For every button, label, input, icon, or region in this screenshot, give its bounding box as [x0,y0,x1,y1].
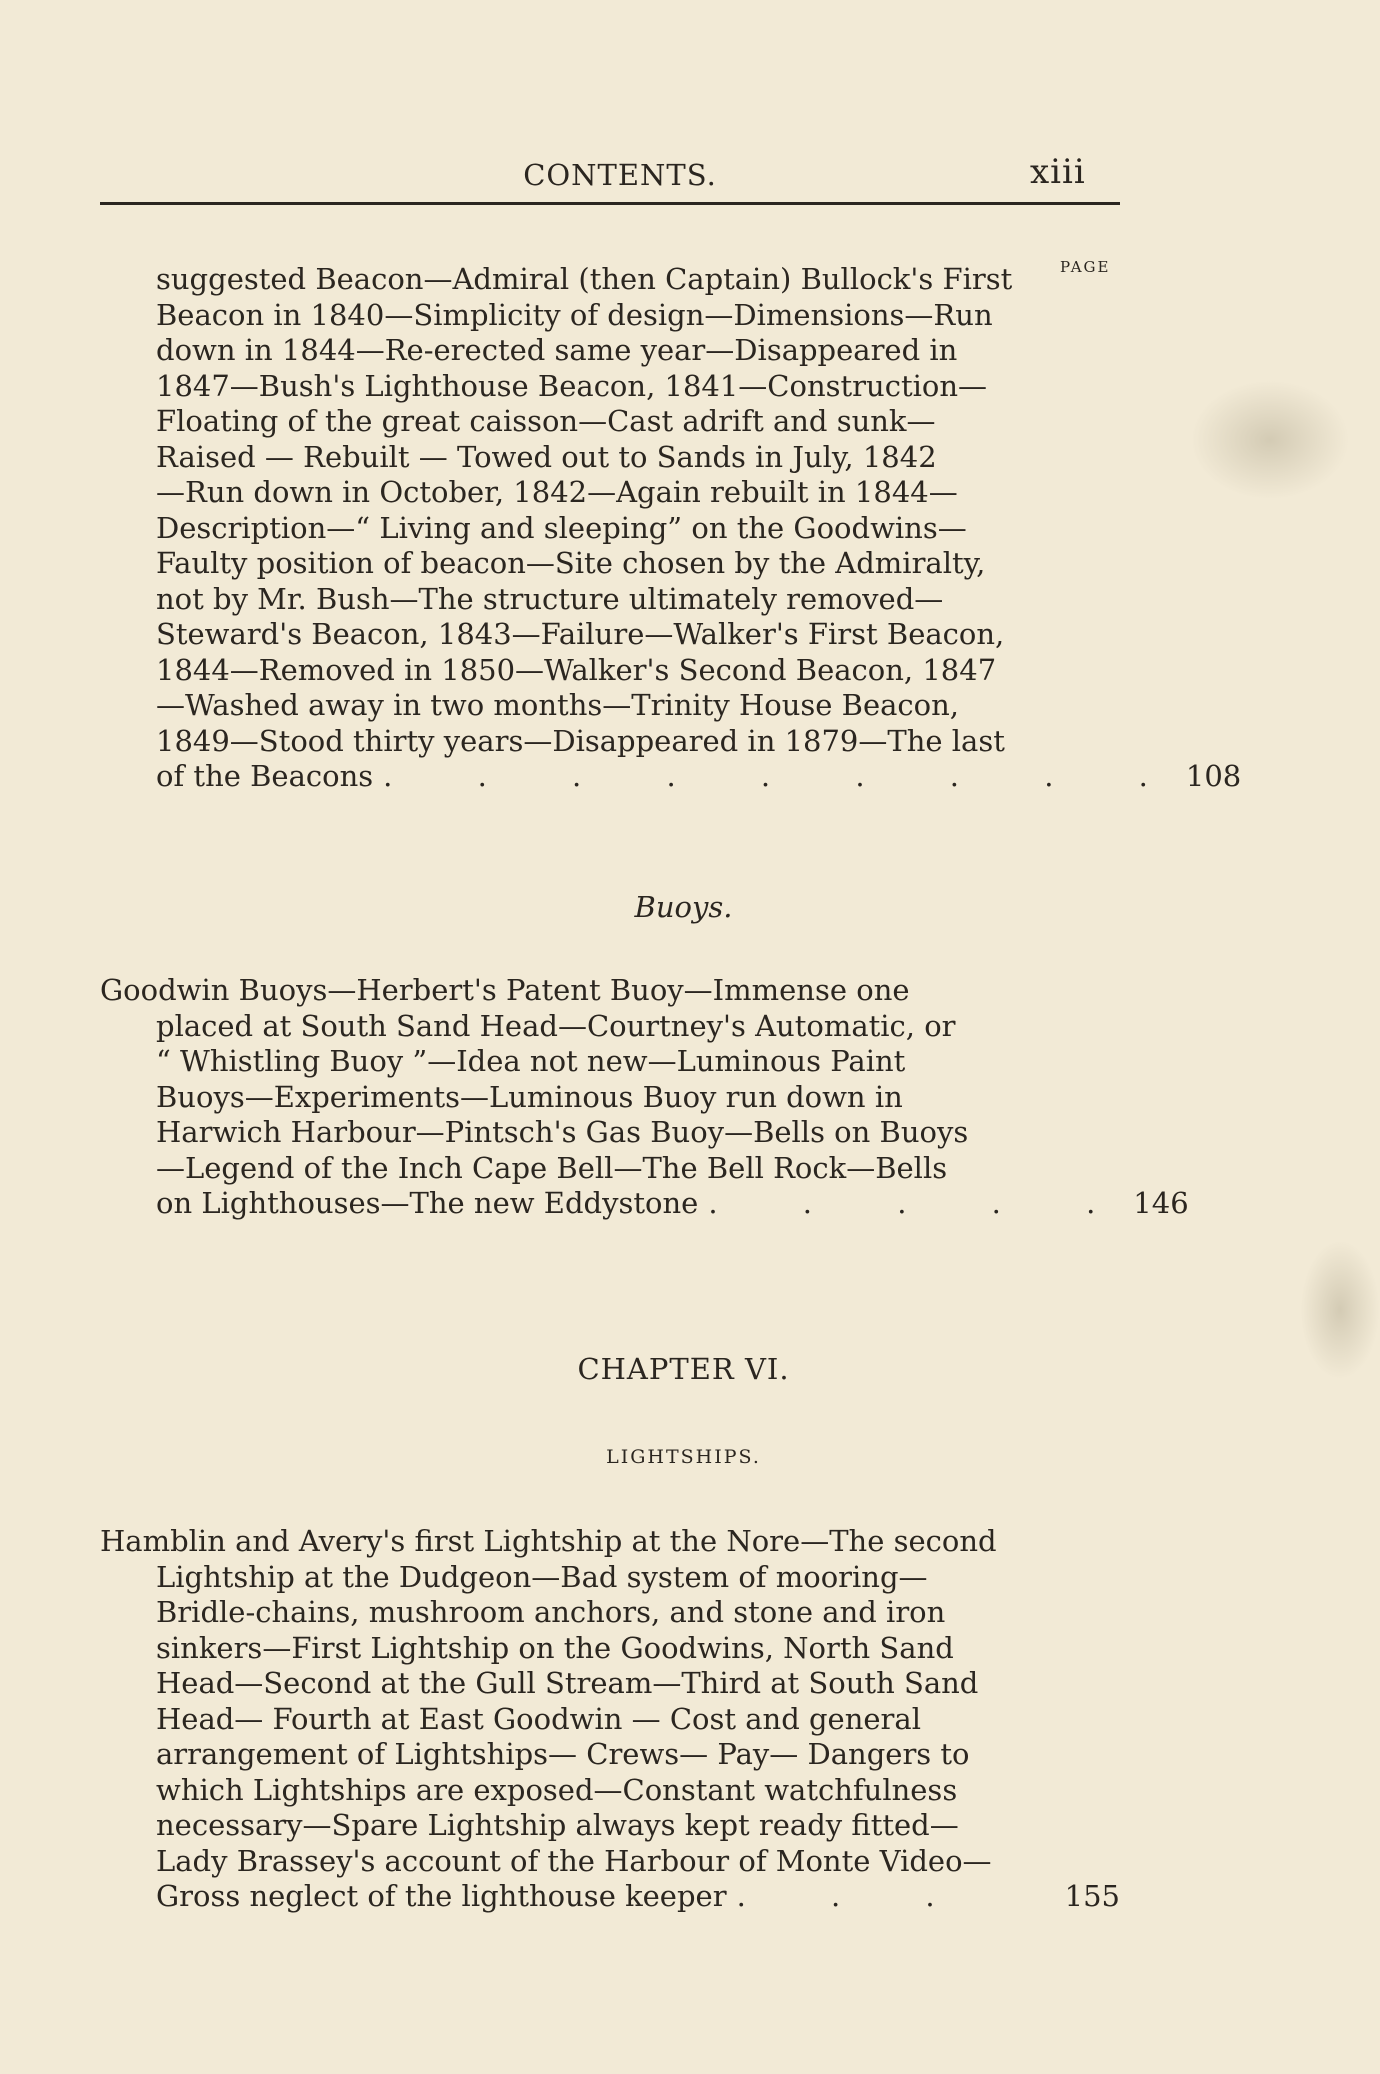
toc-line: placed at South Sand Head—Courtney's Automatic, or [156,1008,956,1043]
toc-line: Harwich Harbour—Pintsch's Gas Buoy—Bells on Buoys [156,1115,969,1149]
running-header-title: CONTENTS. [523,158,717,192]
toc-line: Head—Second at the Gull Stream—Third at South Sand [156,1666,979,1700]
toc-last-line [100,759,1242,795]
toc-last-line [100,1879,1120,1915]
toc-entry-buoys [100,973,1189,1222]
dot-leader: . . . [736,1879,973,1913]
toc-line: 1847—Bush's Lighthouse Beacon, 1841—Construction— [156,368,988,403]
toc-line: suggested Beacon—Admiral (then Captain) Bullock's First [156,262,1013,296]
toc-line: Raised — Rebuilt — Towed out to Sands in July, 1842 [156,439,937,474]
toc-line: not by Mr. Bush—The structure ultimately removed— [156,581,944,616]
toc-line: Hamblin and Avery's first Lightship at the Nore—The second [100,1524,997,1558]
page-stain [1190,380,1350,500]
toc-line: “ Whistling Buoy ”—Idea not new—Luminous Paint [156,1044,906,1078]
dot-leader: . . . . . . . . . [383,759,1186,793]
toc-line: Lightship at the Dudgeon—Bad system of mooring— [156,1559,928,1594]
toc-line: Head— Fourth at East Goodwin — Cost and general [156,1701,921,1736]
running-header-page-number: xiii [1030,152,1086,192]
toc-line: 1844—Removed in 1850—Walker's Second Beacon, 1847 [156,652,997,687]
toc-line: Beacon in 1840—Simplicity of design—Dimensions—Run [156,297,993,332]
toc-line: necessary—Spare Lightship always kept ready fitted— [156,1808,959,1842]
toc-line: Gross neglect of the lighthouse keeper [156,1879,727,1913]
header-rule [100,202,1120,205]
toc-entry-text [100,262,1030,759]
toc-line: Buoys—Experiments—Luminous Buoy run down in [156,1079,903,1114]
toc-line: Floating of the great caisson—Cast adrift and sunk— [156,404,936,438]
toc-line: down in 1844—Re-erected same year—Disappeared in [156,333,958,367]
toc-line: Lady Brassey's account of the Harbour of Monte Video— [156,1843,992,1878]
toc-entry-text [100,973,1030,1186]
toc-last-line [100,1186,1189,1222]
toc-line: —Legend of the Inch Cape Bell—The Bell Rock—Bells [156,1150,948,1185]
toc-line: Faulty position of beacon—Site chosen by the Admiralty, [156,546,986,580]
chapter-heading: CHAPTER VI. [577,1352,790,1386]
toc-line: —Washed away in two months—Trinity House Beacon, [156,688,959,722]
toc-line: 1849—Stood thirty years—Disappeared in 1879—The last [156,723,1005,758]
toc-line: which Lightships are exposed—Constant watchfulness [156,1772,958,1807]
toc-page-number: 146 [1133,1186,1189,1220]
toc-line: arrangement of Lightships— Crews— Pay— Dangers to [156,1737,970,1771]
toc-line: Goodwin Buoys—Herbert's Patent Buoy—Immense one [100,973,910,1007]
toc-line: —Run down in October, 1842—Again rebuilt in 1844— [156,475,958,509]
page-column-label: PAGE [1060,258,1111,276]
toc-entry-beacons [100,262,1242,795]
chapter-subtitle: LIGHTSHIPS. [606,1446,761,1468]
toc-line: Steward's Beacon, 1843—Failure—Walker's First Beacon, [156,617,1005,651]
toc-line: of the Beacons [156,759,374,793]
toc-line: Bridle-chains, mushroom anchors, and stone and iron [156,1595,946,1629]
toc-page-number: 155 [1064,1879,1120,1913]
toc-line: Description—“ Living and sleeping” on the Goodwins— [156,510,967,545]
dot-leader: . . . . . [708,1186,1134,1220]
toc-line: sinkers—First Lightship on the Goodwins, North Sand [156,1630,954,1665]
section-heading-buoys: Buoys. [634,890,733,924]
toc-page-number: 108 [1185,759,1242,793]
toc-line: on Lighthouses—The new Eddystone [156,1186,699,1220]
toc-entry-lightships [100,1524,1120,1915]
toc-entry-text [100,1524,1030,1879]
